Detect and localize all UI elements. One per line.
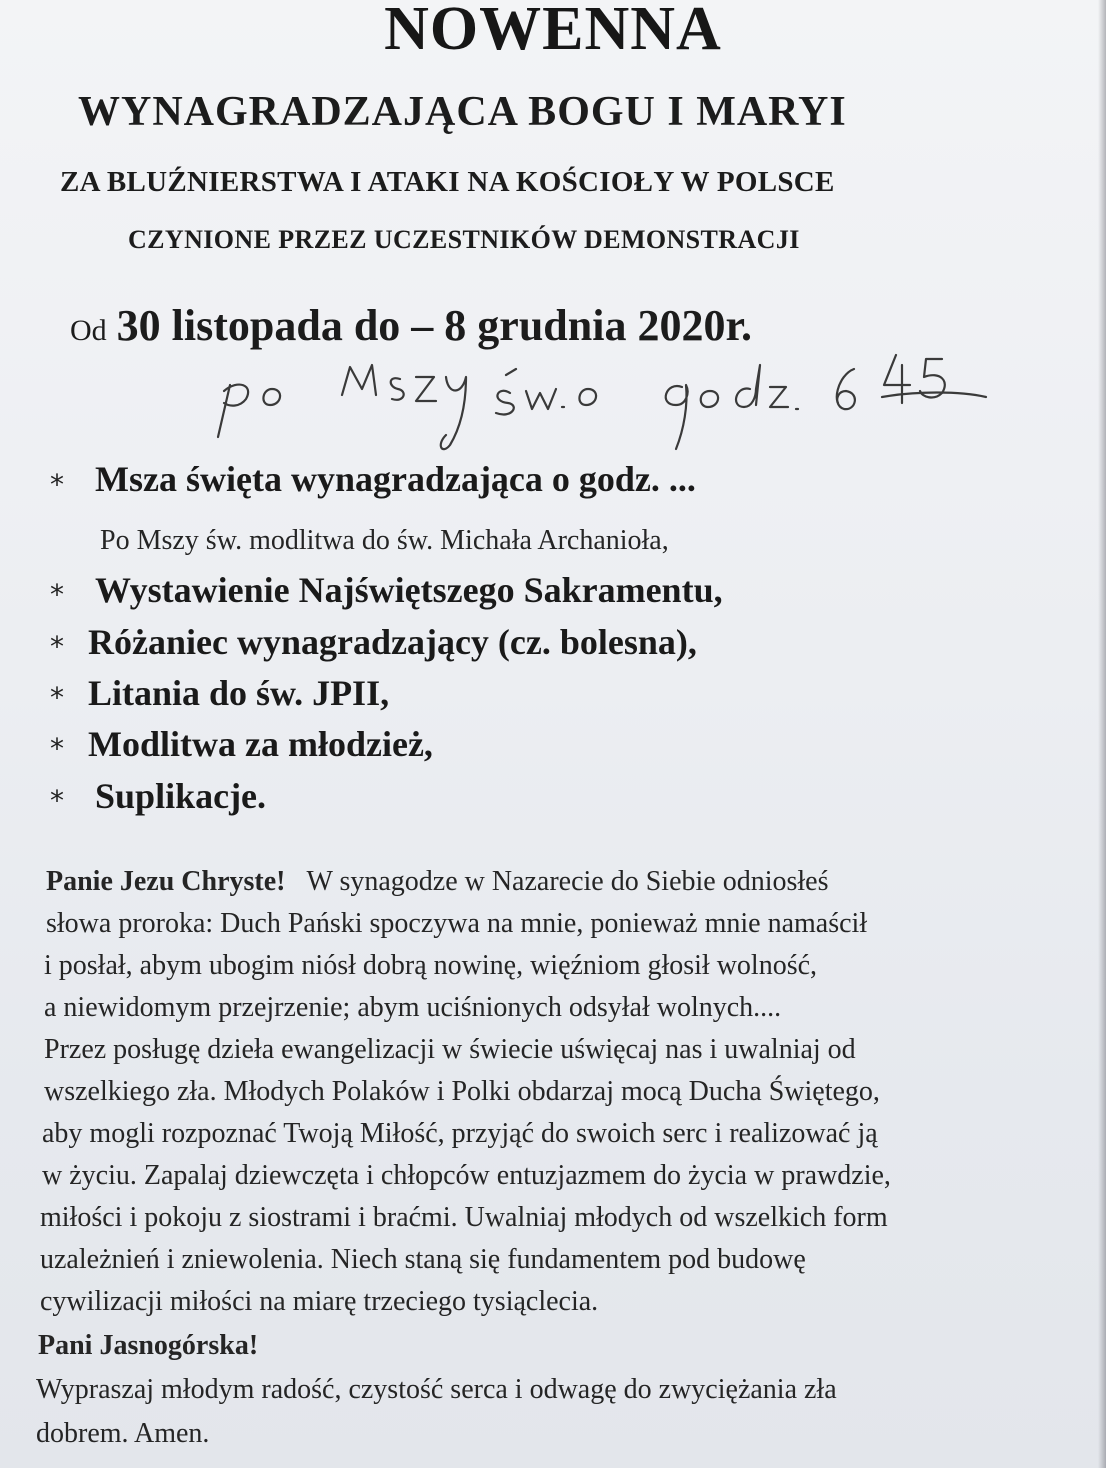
- intention-line: ZA BLUŹNIERSTWA I ATAKI NA KOŚCIOŁY W POLSCE: [60, 166, 835, 198]
- prayer-line: Przez posługę dzieła ewangelizacji w świecie uświęcaj nas i uwalniaj od: [44, 1034, 856, 1065]
- subtitle: WYNAGRADZAJĄCA BOGU I MARYI: [78, 89, 847, 135]
- prayer-invocation: Panie Jezu Chryste!: [46, 866, 286, 897]
- prayer-line: [46, 866, 829, 898]
- item-supplications: Suplikacje.: [95, 776, 267, 816]
- bullet-star: *: [50, 732, 64, 765]
- prayer-line: wszelkiego zła. Młodych Polaków i Polki obdarzaj mocą Ducha Świętego,: [44, 1076, 880, 1107]
- bullet-star: *: [50, 468, 64, 501]
- handwritten-note: [190, 345, 1010, 465]
- prayer-line: a niewidomym przejrzenie; abym uciśnionych odsyłał wolnych....: [44, 992, 782, 1023]
- prayer-line: słowa proroka: Duch Pański spoczywa na mnie, ponieważ mnie namaścił: [46, 908, 868, 939]
- bullet-star: *: [50, 578, 64, 611]
- prayer-line: w życiu. Zapalaj dziewczęta i chłopców entuzjazmem do życia w prawdzie,: [42, 1160, 891, 1191]
- closing-line: dobrem. Amen.: [36, 1418, 210, 1449]
- date-range: [70, 300, 752, 351]
- handwritten-note-drawing: [190, 345, 1010, 465]
- date-prefix: Od: [70, 314, 107, 347]
- bullet-star: *: [50, 630, 64, 663]
- date-range-text: 30 listopada do – 8 grudnia 2020r.: [116, 301, 752, 350]
- item-exposition: Wystawienie Najświętszego Sakramentu,: [95, 570, 723, 610]
- participants-line: CZYNIONE PRZEZ UCZESTNIKÓW DEMONSTRACJI: [128, 225, 800, 254]
- prayer-line: miłości i pokoju z siostrami i braćmi. Uwalniaj młodych od wszelkich form: [40, 1202, 888, 1233]
- item-mass: Msza święta wynagradzająca o godz. ...: [95, 459, 696, 499]
- prayer-line: cywilizacji miłości na miarę trzeciego tysiąclecia.: [40, 1286, 599, 1317]
- closing-line: Wypraszaj młodym radość, czystość serca i odwagę do zwyciężania zła: [36, 1374, 837, 1405]
- prayer-invocation-mary: Pani Jasnogórska!: [38, 1330, 259, 1361]
- item-litany: Litania do św. JPII,: [88, 673, 390, 713]
- bullet-star: *: [50, 784, 64, 817]
- prayer-line-text: W synagodze w Nazarecie do Siebie odniosłeś: [306, 866, 829, 897]
- item-youth-prayer: Modlitwa za młodzież,: [88, 724, 433, 764]
- prayer-line: uzależnień i zniewolenia. Niech staną się fundamentem pod budowę: [40, 1244, 806, 1275]
- item-after-mass: Po Mszy św. modlitwa do św. Michała Archanioła,: [100, 525, 669, 556]
- bullet-star: *: [50, 681, 64, 714]
- item-rosary: Różaniec wynagradzający (cz. bolesna),: [88, 622, 697, 662]
- prayer-line: i posłał, abym ubogim niósł dobrą nowinę, więźniom głosił wolność,: [44, 950, 818, 981]
- title: NOWENNA: [384, 0, 722, 63]
- prayer-line: aby mogli rozpoznać Twoją Miłość, przyjąć do swoich serc i realizować ją: [42, 1118, 878, 1149]
